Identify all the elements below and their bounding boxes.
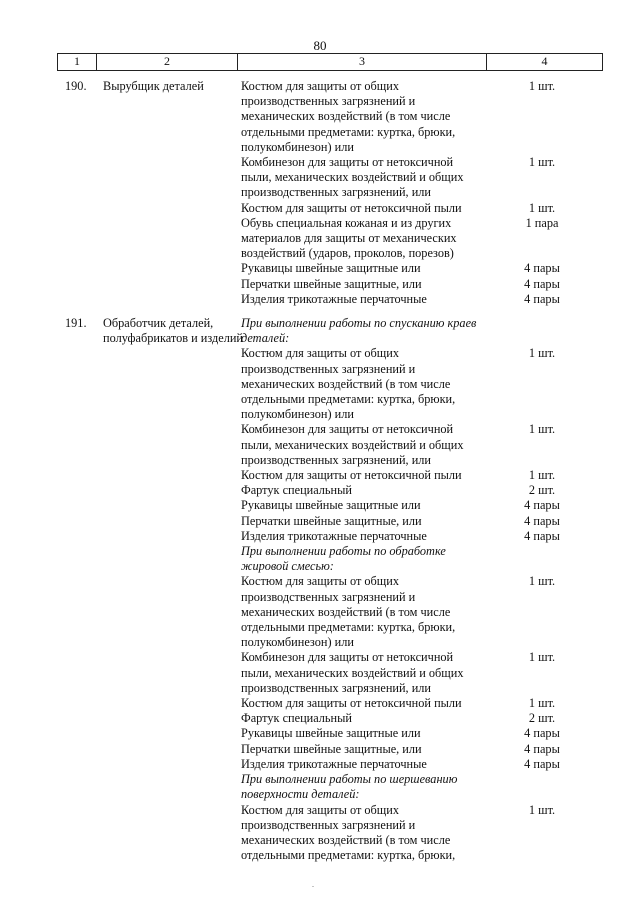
ppe-item-quantity: 1 шт.	[528, 346, 556, 361]
ppe-item-name: Изделия трикотажные перчаточные	[241, 291, 427, 306]
profession-name: Обработчик деталей, полуфабрикатов и изделий	[103, 316, 244, 346]
ppe-item-row	[241, 468, 601, 483]
ppe-item-row	[241, 216, 601, 262]
ppe-item-quantity: 1 шт.	[528, 79, 556, 93]
ppe-item-quantity: 4 пары	[524, 726, 560, 741]
ppe-item-name: Изделия трикотажные перчаточные	[241, 528, 427, 543]
ppe-item-row	[241, 742, 601, 757]
ppe-item-row	[241, 346, 601, 422]
ppe-item-name: Перчатки швейные защитные, или	[241, 276, 422, 291]
ppe-item-row	[241, 711, 601, 726]
work-condition-note: При выполнении работы по шершеванию поверхности деталей:	[241, 772, 458, 802]
ppe-item-quantity: 4 пары	[524, 498, 560, 513]
ppe-item-quantity: 1 шт.	[528, 200, 556, 215]
header-col-4: 4	[541, 54, 548, 68]
ppe-item-name: Комбинезон для защиты от нетоксичной пыли, механических воздействий и общих производственных загрязнений, или	[241, 155, 464, 200]
ppe-item-name: Изделия трикотажные перчаточные	[241, 756, 427, 771]
ppe-item-name: Костюм для защиты от нетоксичной пыли	[241, 696, 462, 711]
ppe-item-quantity: 1 шт.	[528, 574, 556, 589]
ppe-items	[241, 79, 601, 307]
ppe-item-name: Костюм для защиты от общих производственных загрязнений и механических воздействий (в том числе отдельными предметами: куртка, брюки, полукомбинезон) или	[241, 346, 456, 422]
ppe-item-row	[241, 422, 601, 468]
ppe-item-quantity: 4 пары	[524, 528, 560, 543]
ppe-item-row	[241, 696, 601, 711]
ppe-item-name: Фартук специальный	[241, 483, 352, 498]
ppe-item-quantity: 1 шт.	[528, 422, 556, 437]
ppe-item-quantity: 4 пары	[524, 291, 560, 306]
ppe-item-row	[241, 529, 601, 544]
ppe-item-row	[241, 261, 601, 276]
header-col-2: 2	[97, 54, 238, 70]
ppe-item-row	[241, 292, 601, 307]
ppe-item-row	[241, 155, 601, 201]
ppe-item-name: Рукавицы швейные защитные или	[241, 261, 421, 276]
ppe-item-name: Костюм для защиты от общих производственных загрязнений и механических воздействий (в том числе отдельными предметами: куртка, брюки,	[241, 802, 456, 863]
header-col-3: 3	[238, 54, 487, 70]
ppe-item-quantity: 2 шт.	[528, 711, 556, 726]
ppe-item-row	[241, 726, 601, 741]
entry-number: 191.	[65, 316, 87, 330]
ppe-item-name: Костюм для защиты от нетоксичной пыли	[241, 200, 462, 215]
ppe-item-row	[241, 803, 601, 864]
entry-number: 190.	[65, 79, 87, 93]
ppe-item-name: Комбинезон для защиты от нетоксичной пыли, механических воздействий и общих производственных загрязнений, или	[241, 650, 464, 695]
ppe-item-name: Костюм для защиты от общих производственных загрязнений и механических воздействий (в том числе отдельными предметами: куртка, брюки, полукомбинезон) или	[241, 574, 456, 650]
ppe-item-name: Костюм для защиты от общих производственных загрязнений и механических воздействий (в том числе отдельными предметами: куртка, брюки, полукомбинезон) или	[241, 79, 456, 154]
ppe-item-row	[241, 201, 601, 216]
work-condition-note: При выполнении работы по спусканию краев деталей:	[241, 316, 477, 346]
ppe-item-name: Комбинезон для защиты от нетоксичной пыли, механических воздействий и общих производственных загрязнений, или	[241, 422, 464, 467]
page-number: 80	[313, 38, 327, 53]
ppe-item-row	[241, 277, 601, 292]
ppe-item-name: Рукавицы швейные защитные или	[241, 498, 421, 513]
scan-mark: .	[312, 880, 314, 889]
work-condition-note: При выполнении работы по обработке жировой смесью:	[241, 544, 446, 574]
ppe-item-quantity: 1 шт.	[528, 155, 556, 170]
ppe-item-quantity: 4 пары	[524, 513, 560, 528]
profession-name: Вырубщик деталей	[103, 79, 204, 93]
ppe-item-quantity: 4 пары	[524, 276, 560, 291]
ppe-item-name: Костюм для защиты от нетоксичной пыли	[241, 468, 462, 483]
ppe-item-quantity: 2 шт.	[528, 483, 556, 498]
ppe-item-quantity: 1 шт.	[528, 650, 556, 665]
ppe-item-row	[241, 498, 601, 513]
ppe-item-row	[241, 79, 601, 155]
ppe-items	[241, 316, 601, 863]
ppe-item-row	[241, 574, 601, 650]
ppe-item-row	[241, 650, 601, 696]
ppe-item-row	[241, 757, 601, 772]
ppe-item-quantity: 4 пары	[524, 741, 560, 756]
ppe-item-name: Перчатки швейные защитные, или	[241, 741, 422, 756]
ppe-item-quantity: 1 шт.	[528, 468, 556, 483]
ppe-item-name: Фартук специальный	[241, 711, 352, 726]
ppe-item-name: Перчатки швейные защитные, или	[241, 513, 422, 528]
table-header	[57, 53, 603, 71]
ppe-item-quantity: 1 пара	[525, 215, 559, 230]
ppe-item-quantity: 1 шт.	[528, 696, 556, 711]
ppe-item-row	[241, 483, 601, 498]
ppe-item-name: Обувь специальная кожаная и из других материалов для защиты от механических воздействий (ударов, проколов, порезов)	[241, 215, 457, 261]
ppe-item-row	[241, 514, 601, 529]
ppe-item-quantity: 1 шт.	[528, 802, 556, 817]
header-col-1: 1	[58, 54, 97, 70]
ppe-item-quantity: 4 пары	[524, 261, 560, 276]
ppe-item-name: Рукавицы швейные защитные или	[241, 726, 421, 741]
ppe-item-quantity: 4 пары	[524, 756, 560, 771]
